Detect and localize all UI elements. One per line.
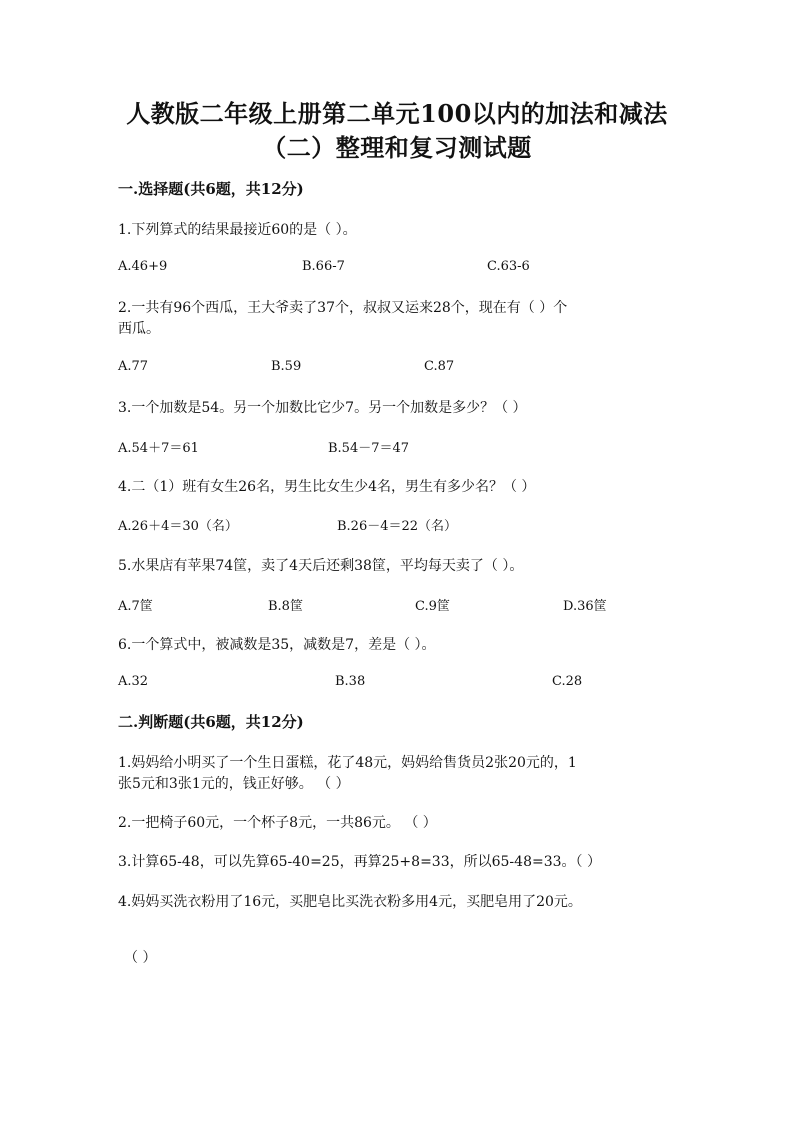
question-4-option-a: A.26＋4＝30（名） [118,519,238,534]
question-4-option-b: B.26－4＝22（名） [337,519,458,534]
question-6-option-a: A.32 [118,674,149,689]
question-1-text: 1.下列算式的结果最接近60的是（ ）。 [118,222,357,238]
question-3-text: 3.一个加数是54。另一个加数比它少7。另一个加数是多少？（ ） [118,400,527,416]
judgment-3-text: 3.计算65-48，可以先算65-40=25，再算25+8=33，所以65-48=33。（ ） [118,854,601,870]
question-4-text: 4.二（1）班有女生26名，男生比女生少4名，男生有多少名？（ ） [118,479,536,495]
section-heading-judgment: 二.判断题(共6题，共12分) [118,713,304,731]
judgment-1-text-line1: 1.妈妈给小明买了一个生日蛋糕，花了48元，妈妈给售货员2张20元的，1 [118,755,577,771]
page-title-line2: （二）整理和复习测试题 [262,133,532,162]
question-6-option-b: B.38 [335,674,366,689]
question-2-option-b: B.59 [271,359,302,374]
question-1-option-c: C.63-6 [487,259,530,274]
question-5-text: 5.水果店有苹果74筐，卖了4天后还剩38筐，平均每天卖了（ ）。 [118,558,524,574]
question-5-option-a: A.7筐 [118,599,153,614]
page-title-line1: 人教版二年级上册第二单元100以内的加法和减法 [126,99,668,128]
question-5-option-c: C.9筐 [415,599,450,614]
question-1-option-a: A.46+9 [118,259,168,274]
question-2-option-a: A.77 [118,359,149,374]
judgment-1-text-line2: 张5元和3张1元的，钱正好够。 （ ） [118,776,350,792]
judgment-2-text: 2.一把椅子60元，一个杯子8元，一共86元。 （ ） [118,815,437,831]
question-2-text-line2: 西瓜。 [118,321,160,337]
question-2-text-line1: 2.一共有96个西瓜，王大爷卖了37个，叔叔又运来28个，现在有（ ）个 [118,300,568,316]
question-5-option-d: D.36筐 [563,599,607,614]
question-6-option-c: C.28 [552,674,583,689]
question-5-option-b: B.8筐 [268,599,303,614]
question-3-option-b: B.54－7＝47 [328,441,410,456]
question-3-option-a: A.54＋7＝61 [118,441,199,456]
judgment-4-text: 4.妈妈买洗衣粉用了16元，买肥皂比买洗衣粉多用4元，买肥皂用了20元。 [118,894,582,910]
question-2-option-c: C.87 [424,359,455,374]
judgment-4-answer-blank: （ ） [124,950,157,966]
question-1-option-b: B.66-7 [302,259,345,274]
section-heading-choice: 一.选择题(共6题，共12分) [118,180,304,198]
question-6-text: 6.一个算式中，被减数是35，减数是7，差是（ ）。 [118,637,436,653]
